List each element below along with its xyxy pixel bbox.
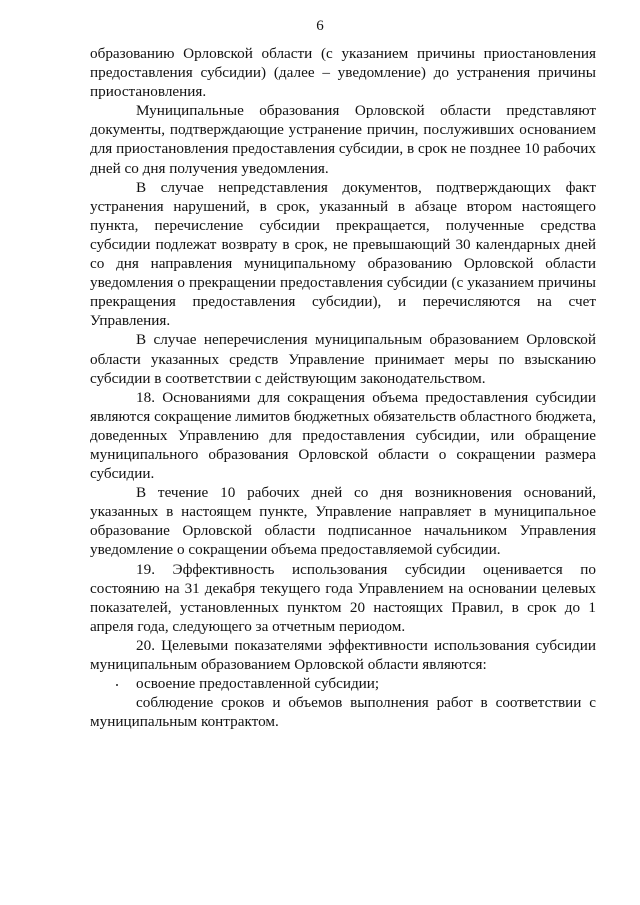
paragraph-non-transfer: В случае неперечисления муниципальным образованием Орловской области указанных средств Управление принимает меры по взысканию субсидии в соответствии с действующим законодательством. <box>90 331 596 387</box>
paragraph-indicator-2: соблюдение сроков и объемов выполнения работ в соответствии с муниципальным контрактом. <box>90 694 596 731</box>
paragraph-documents-submission: Муниципальные образования Орловской области представляют документы, подтверждающие устранение причин, послуживших основанием для приостановления предоставления субсидии, в срок не позднее 10 рабочих дней со дня получения уведомления. <box>90 102 596 177</box>
paragraph-clause-18: 18. Основаниями для сокращения объема предоставления субсидии являются сокращение лимитов бюджетных обязательств областного бюджета, доведенных Управлению для предоставления субсидии, или обращение муниципального образования Орловской области о сокращении размера субсидии. <box>90 388 596 483</box>
paragraph-continuation: образованию Орловской области (с указанием причины приостановления предоставления субсидии) (далее – уведомление) до устранения причины приостановления. <box>90 45 596 101</box>
paragraph-clause-20: 20. Целевыми показателями эффективности использования субсидии муниципальным образованием Орловской области являются: <box>90 636 596 673</box>
document-body <box>90 44 596 731</box>
paragraph-reduction-notice: В течение 10 рабочих дней со дня возникновения оснований, указанных в настоящем пункте, Управление направляет в муниципальное образование Орловской области подписанное начальником Управления уведомление о сокращении объема предоставляемой субсидии. <box>90 484 596 559</box>
paragraph-non-submission: В случае непредставления документов, подтверждающих факт устранения нарушений, в срок, указанный в абзаце втором настоящего пункта, перечисление субсидии прекращается, полученные средства субсидии подлежат возврату в срок, не превышающий 30 календарных дней со дня направления муниципальному образованию Орловской области уведомления о прекращении предоставления субсидии (с указанием причины прекращения предоставления субсидии), и перечисляются на счет Управления. <box>90 178 596 330</box>
scan-mark <box>116 684 118 686</box>
paragraph-clause-19: 19. Эффективность использования субсидии оценивается по состоянию на 31 декабря текущего года Управлением на основании целевых показателей, установленных пунктом 20 настоящих Правил, в срок до 1 апреля года, следующего за отчетным периодом. <box>90 560 596 635</box>
paragraph-indicator-1: освоение предоставленной субсидии; <box>136 675 380 693</box>
page-number: 6 <box>316 18 324 34</box>
